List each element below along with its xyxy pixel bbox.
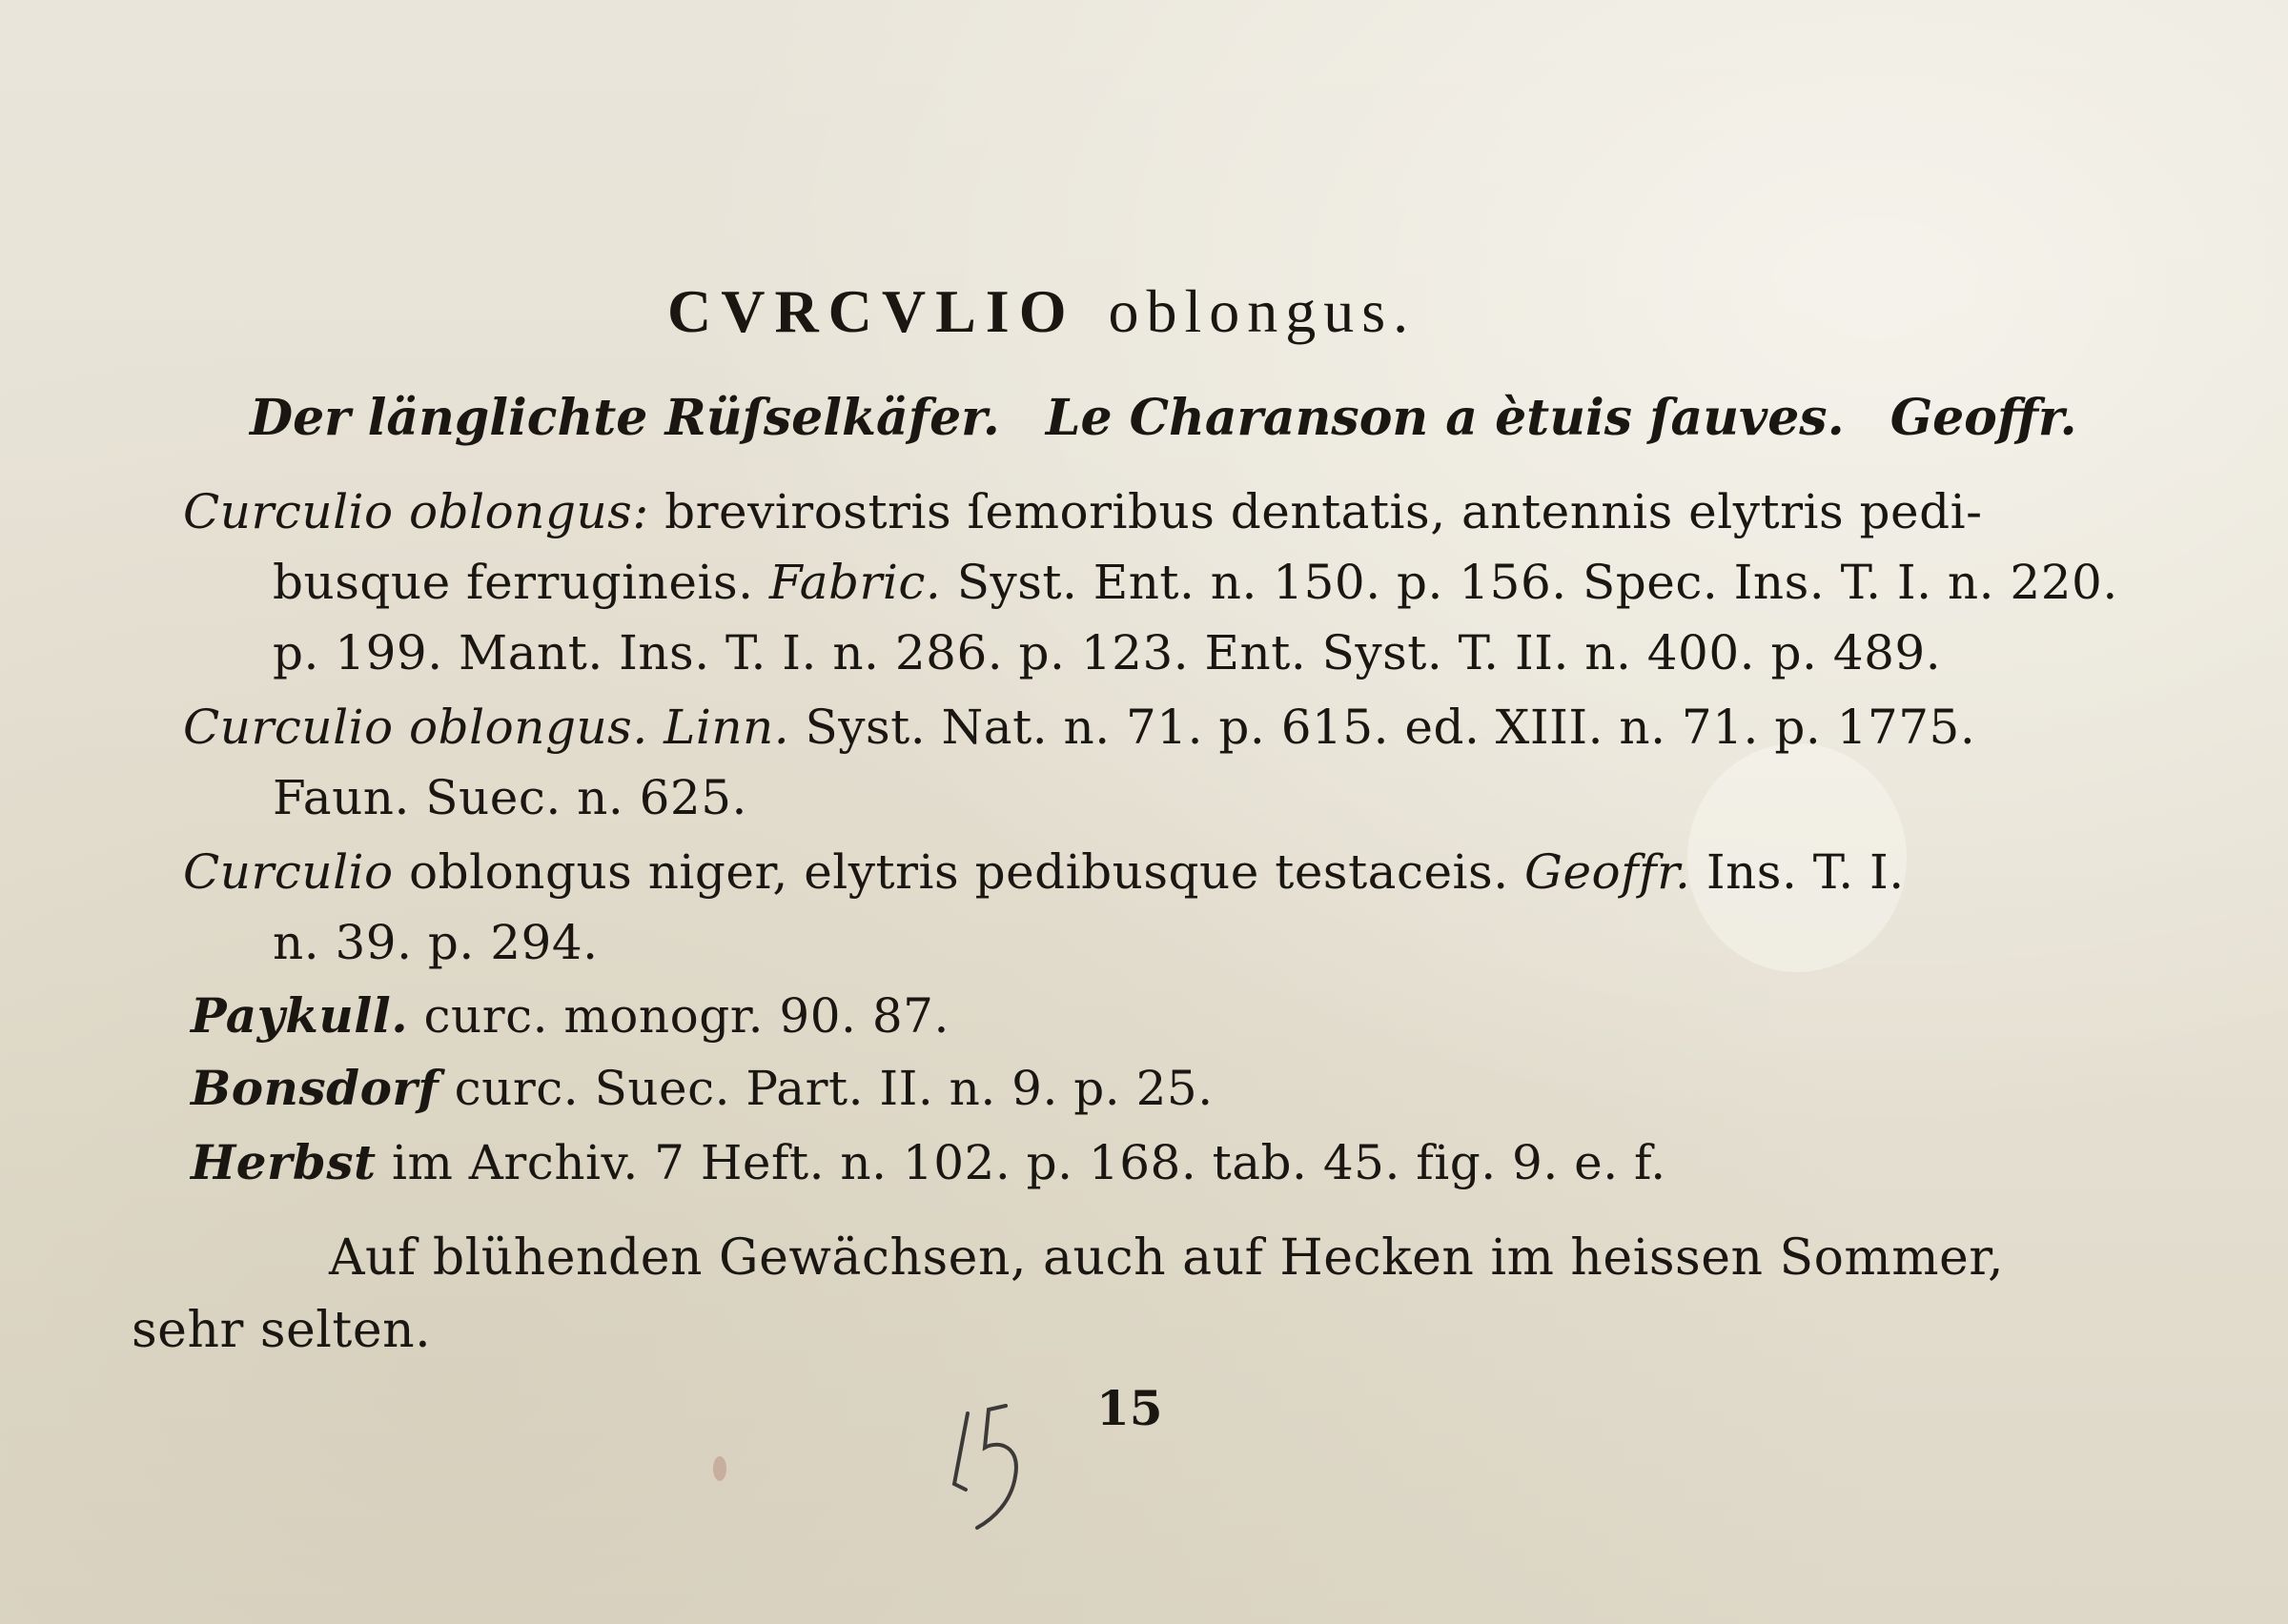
german-name: Der länglichte Rüſselkäfer. [250, 389, 1000, 447]
synonym-text: Faun. Suec. n. 625. [273, 770, 747, 825]
synonym-line [183, 700, 1975, 755]
synonym-name: Curculio oblongus. [183, 700, 648, 755]
bleed-through-header [153, 19, 744, 84]
habitat-text: Auf blühenden Gewächsen, auch auf Hecken im heissen Sommer, [329, 1229, 2004, 1287]
synonym-text: oblongus niger, elytris pedibusque testaceis. [393, 844, 1524, 900]
synonym-text: busque ferrugineis. [273, 555, 769, 610]
synonym-text: Syst. Ent. n. 150. p. 156. Spec. Ins. T. I. n. 220. [941, 555, 2118, 610]
synonym-line [273, 555, 2118, 610]
synonym-line [183, 844, 1905, 900]
habitat-text: sehr selten. [132, 1302, 432, 1359]
habitat-line [132, 1302, 431, 1359]
common-names [250, 389, 2123, 447]
synonym-text [648, 700, 664, 755]
page-number: 15 [1096, 1380, 1163, 1436]
synonym-text: brevirostris ſemoribus dentatis, antennis elytris pedi- [648, 484, 1983, 539]
reference-text: im Archiv. 7 Heft. n. 102. p. 168. tab. 45. fig. 9. e. f. [376, 1135, 1666, 1190]
synonym-line [183, 484, 1983, 539]
foxing-spot [713, 1456, 726, 1481]
reference-line [191, 987, 950, 1044]
french-name-author: Geoffr. [1890, 389, 2077, 447]
pencil-stroke [977, 1406, 1016, 1528]
reference-author: Herbst [191, 1134, 377, 1190]
title-species: oblongus. [1108, 277, 1417, 345]
reference-author: Bonsdorf [191, 1060, 439, 1116]
synonym-author: Geoffr. [1524, 844, 1691, 900]
synonym-author: Fabric. [768, 555, 942, 610]
synonym-line [273, 915, 599, 970]
reference-text: curc. Suec. Part. II. n. 9. p. 25. [439, 1061, 1214, 1116]
habitat-line [329, 1229, 2004, 1287]
reference-author: Paykull. [191, 987, 409, 1044]
pencil-stroke [954, 1413, 968, 1490]
reference-text: curc. monogr. 90. 87. [408, 988, 950, 1044]
title-genus: CVRCVLIO [667, 277, 1076, 345]
synonym-line [273, 770, 747, 825]
synonym-text: p. 199. Mant. Ins. T. I. n. 286. p. 123. Ent. Syst. T. II. n. 400. p. 489. [273, 625, 1942, 680]
pencil-annotation [939, 1396, 1044, 1539]
synonym-text: Ins. T. I. [1690, 844, 1905, 900]
synonym-line [273, 625, 1941, 680]
page-title [667, 276, 1583, 347]
synonym-text: Syst. Nat. n. 71. p. 615. ed. XIII. n. 71. p. 1775. [789, 700, 1976, 755]
synonym-name: Curculio [183, 844, 394, 900]
synonym-name: Curculio oblongus: [183, 484, 649, 539]
synonym-text: n. 39. p. 294. [273, 915, 599, 970]
reference-line [191, 1134, 1666, 1190]
reference-line [191, 1060, 1214, 1116]
french-name: Le Charanson a ètuis ſauves. [1045, 389, 1845, 447]
synonym-author: Linn. [664, 700, 790, 755]
